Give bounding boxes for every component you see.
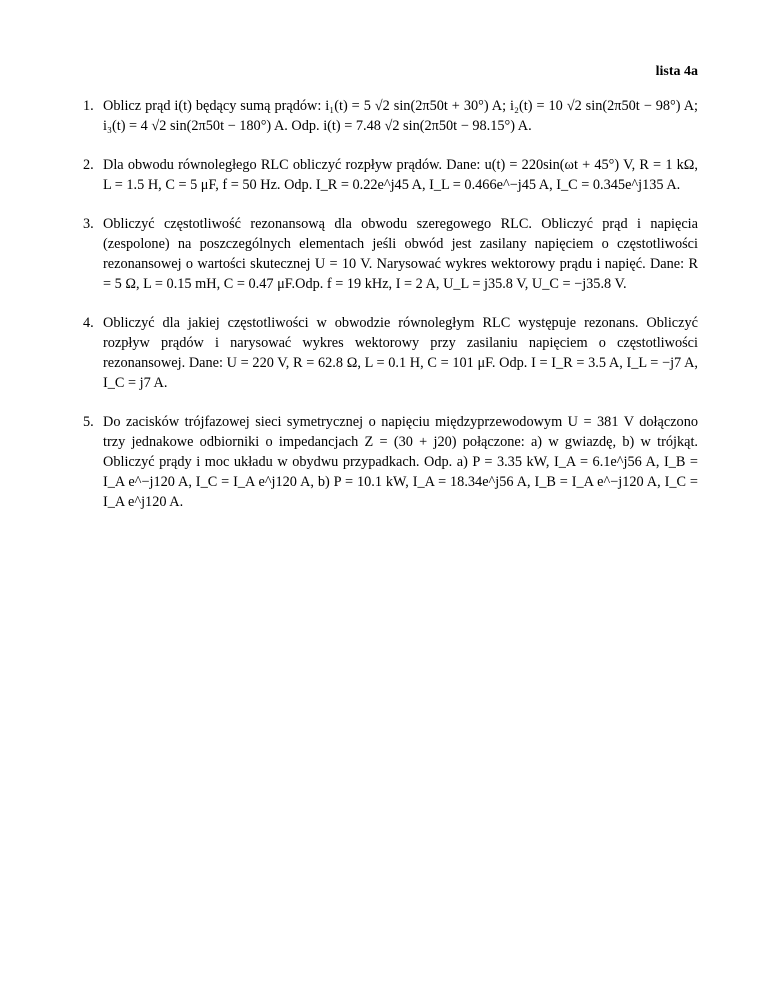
problem-text: Oblicz prąd i(t) będący sumą prądów: i₁(t) = 5 √2 sin(2π50t + 30°) A; i₂(t) = 10 √2 sin(2π50t − 98°) A; i₃(t) = 4 √2 sin(2π50t − 180°) A. Odp. i(t) = 7.48 √2 sin(2π50t − 98.15°) A. [103, 98, 698, 134]
problem-item-4 [83, 313, 698, 393]
problem-item-5 [83, 412, 698, 512]
problem-text: Do zacisków trójfazowej sieci symetrycznej o napięciu międzyprzewodowym U = 381 V dołączono trzy jednakowe odbiorniki o impedancjach Z = (30 + j20) połączone: a) w gwiazdę, b) w trójkąt. Obliczyć prądy i moc układu w obydwu przypadkach. Odp. a) P = 3.35 kW, I_A = 6.1e^j56 A, I_B = I_A e^−j120 A, I_C = I_A e^j120 A, b) P = 10.1 kW, I_A = 18.34e^j56 A, I_B = I_A e^−j120 A, I_C = I_A e^j120 A. [103, 414, 698, 510]
problem-number: 3. [83, 216, 94, 232]
page-title: lista 4a [655, 64, 698, 79]
problem-text: Obliczyć dla jakiej częstotliwości w obwodzie równoległym RLC występuje rezonans. Obliczyć rozpływ prądów i narysować wykres wektorowy przy zasilaniu napięciem o częstotliwości rezonansowej. Dane: U = 220 V, R = 62.8 Ω, L = 0.1 H, C = 101 μF. Odp. I = I_R = 3.5 A, I_L = −j7 A, I_C = j7 A. [103, 315, 698, 391]
problem-item-2 [83, 155, 698, 195]
problem-item-3 [83, 214, 698, 294]
problem-number: 4. [83, 315, 94, 331]
problem-list [83, 96, 698, 531]
problem-item-1 [83, 96, 698, 136]
problem-number: 2. [83, 157, 94, 173]
problem-text: Dla obwodu równoległego RLC obliczyć rozpływ prądów. Dane: u(t) = 220sin(ωt + 45°) V, R = 1 kΩ, L = 1.5 H, C = 5 μF, f = 50 Hz. Odp. I_R = 0.22e^j45 A, I_L = 0.466e^−j45 A, I_C = 0.345e^j135 A. [103, 157, 698, 193]
problem-number: 5. [83, 414, 94, 430]
problem-text: Obliczyć częstotliwość rezonansową dla obwodu szeregowego RLC. Obliczyć prąd i napięcia (zespolone) na poszczególnych elementach jeśli obwód jest zasilany napięciem o częstotliwości rezonansowej o wartości skutecznej U = 10 V. Narysować wykres wektorowy prądu i napięć. Dane: R = 5 Ω, L = 0.15 mH, C = 0.47 μF.Odp. f = 19 kHz, I = 2 A, U_L = j35.8 V, U_C = −j35.8 V. [103, 216, 698, 292]
problem-number: 1. [83, 98, 94, 114]
